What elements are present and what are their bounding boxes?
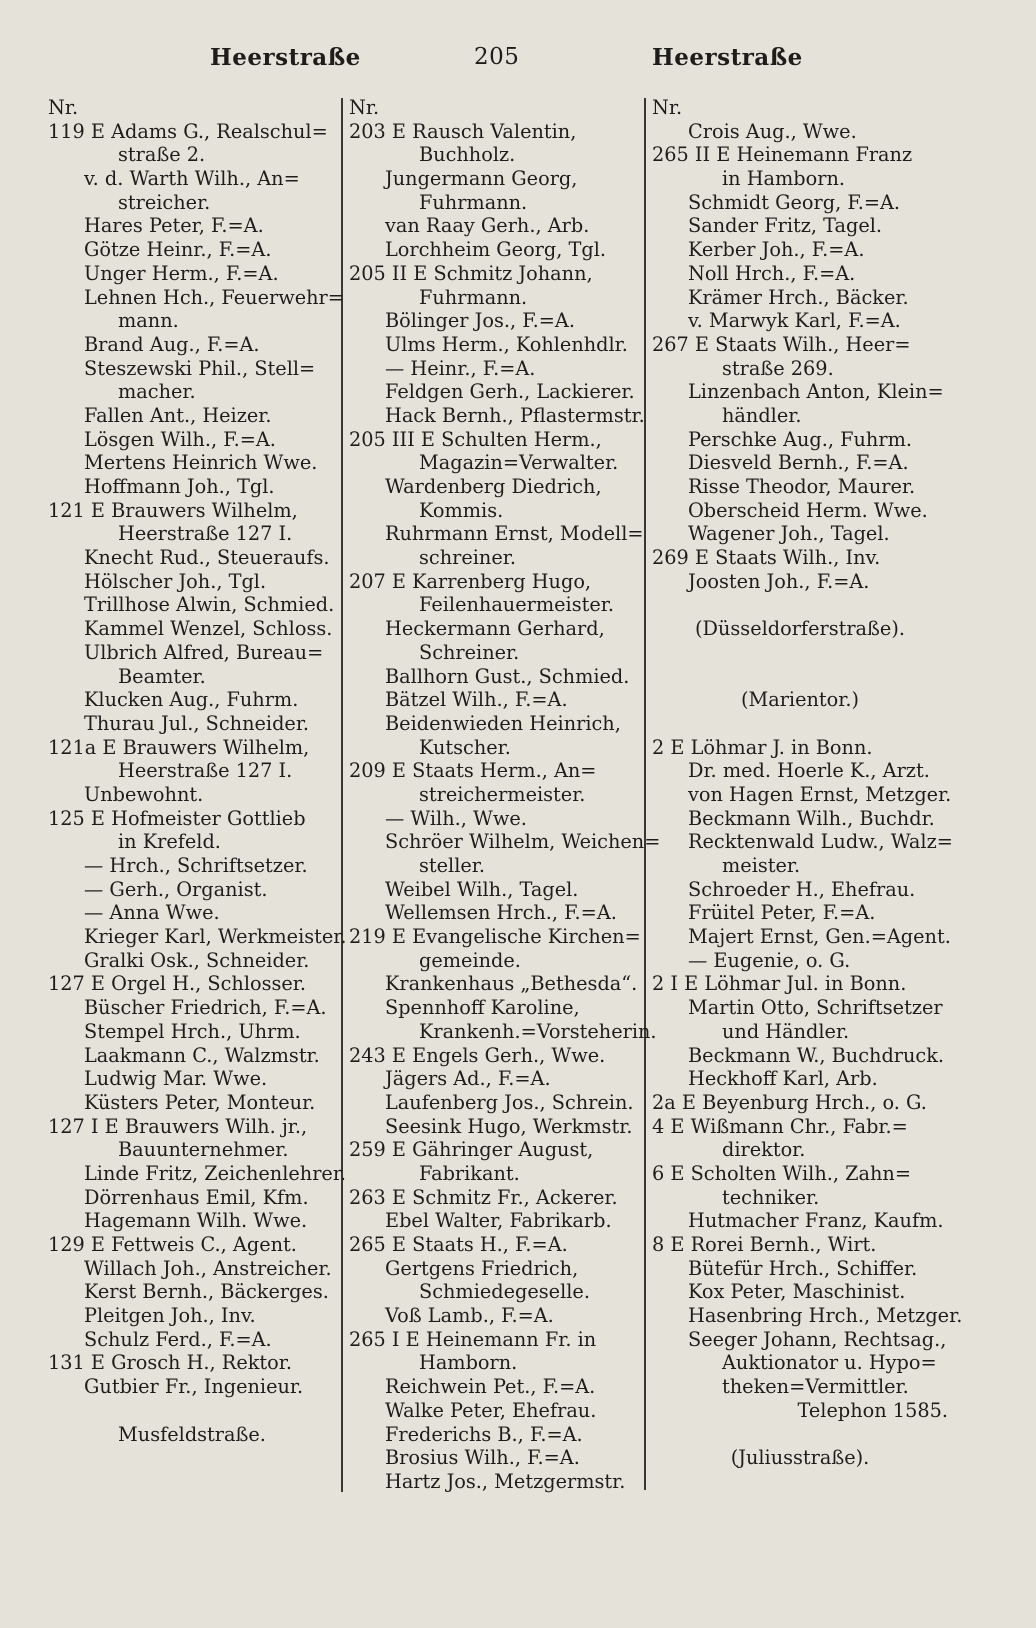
directory-line: Hutmacher Franz, Kaufm. bbox=[688, 1209, 944, 1233]
directory-line: Recktenwald Ludw., Walz= bbox=[688, 830, 953, 854]
directory-line: Jungermann Georg, bbox=[385, 167, 578, 191]
directory-line: Linzenbach Anton, Klein= bbox=[688, 380, 944, 404]
directory-line: 129 E Fettweis C., Agent. bbox=[48, 1233, 297, 1256]
directory-line: Lorchheim Georg, Tgl. bbox=[385, 238, 606, 262]
directory-line: Schmidt Georg, F.=A. bbox=[688, 190, 901, 214]
directory-line: Kerber Joh., F.=A. bbox=[688, 238, 865, 262]
street-heading: (Juliusstraße). bbox=[730, 1446, 870, 1470]
directory-line: direktor. bbox=[722, 1138, 806, 1162]
directory-column-1 bbox=[48, 96, 347, 1446]
directory-line: Schulz Ferd., F.=A. bbox=[84, 1327, 272, 1351]
running-head-left: Heerstraße bbox=[210, 44, 361, 71]
directory-line: streicher. bbox=[118, 190, 211, 214]
directory-line: Risse Theodor, Maurer. bbox=[688, 475, 916, 498]
directory-line: Kammel Wenzel, Schloss. bbox=[84, 617, 333, 641]
directory-line: Pleitgen Joh., Inv. bbox=[84, 1304, 256, 1328]
directory-line: Beckmann W., Buchdruck. bbox=[688, 1043, 945, 1067]
directory-line: schreiner. bbox=[419, 546, 516, 570]
directory-line: Feilenhauermeister. bbox=[419, 593, 614, 617]
running-head-right: Heerstraße bbox=[652, 44, 803, 71]
directory-line: Hares Peter, F.=A. bbox=[84, 214, 264, 238]
directory-line: Kox Peter, Maschinist. bbox=[688, 1280, 906, 1304]
directory-line: Beamter. bbox=[118, 664, 206, 688]
directory-line: Laufenberg Jos., Schrein. bbox=[385, 1090, 634, 1114]
directory-line: — Anna Wwe. bbox=[84, 901, 220, 925]
directory-line: Hamborn. bbox=[419, 1351, 518, 1375]
directory-line: Trillhose Alwin, Schmied. bbox=[84, 593, 335, 617]
directory-column-3 bbox=[652, 96, 963, 1470]
directory-line: 127 E Orgel H., Schlosser. bbox=[48, 972, 307, 996]
directory-line: Thurau Jul., Schneider. bbox=[84, 711, 310, 735]
directory-line: 269 E Staats Wilh., Inv. bbox=[652, 546, 881, 570]
directory-line: Feldgen Gerh., Lackierer. bbox=[385, 380, 635, 404]
directory-line: Kommis. bbox=[419, 498, 504, 522]
directory-line: Heckermann Gerhard, bbox=[385, 617, 605, 641]
directory-line: 2a E Beyenburg Hrch., o. G. bbox=[652, 1090, 927, 1114]
directory-line: 8 E Rorei Bernh., Wirt. bbox=[652, 1233, 877, 1256]
directory-line: Martin Otto, Schriftsetzer bbox=[688, 996, 943, 1020]
directory-line: Krankenh.=Vorsteherin. bbox=[419, 1019, 657, 1043]
directory-line: Fuhrmann. bbox=[419, 190, 528, 214]
street-heading: Musfeldstraße. bbox=[118, 1422, 266, 1446]
directory-line: Gutbier Fr., Ingenieur. bbox=[84, 1375, 304, 1399]
directory-line: Bütefür Hrch., Schiffer. bbox=[688, 1256, 918, 1280]
directory-line: in Hamborn. bbox=[722, 167, 846, 191]
directory-line: 259 E Gähringer August, bbox=[349, 1138, 594, 1162]
directory-line: v. Marwyk Karl, F.=A. bbox=[688, 309, 901, 333]
directory-line: Lösgen Wilh., F.=A. bbox=[84, 427, 276, 451]
directory-line: Walke Peter, Ehefrau. bbox=[385, 1398, 597, 1422]
directory-line: Lehnen Hch., Feuerwehr= bbox=[84, 285, 344, 309]
directory-line: Knecht Rud., Steueraufs. bbox=[84, 546, 330, 570]
directory-line: Laakmann C., Walzmstr. bbox=[84, 1043, 320, 1067]
directory-line: van Raay Gerh., Arb. bbox=[385, 214, 590, 238]
directory-line: — Eugenie, o. G. bbox=[688, 948, 851, 972]
directory-line: Weibel Wilh., Tagel. bbox=[385, 877, 579, 901]
directory-line: Joosten Joh., F.=A. bbox=[688, 569, 870, 593]
directory-line: Dörrenhaus Emil, Kfm. bbox=[84, 1185, 309, 1209]
directory-line: Wagener Joh., Tagel. bbox=[688, 522, 890, 546]
directory-line: Seeger Johann, Rechtsag., bbox=[688, 1327, 947, 1351]
spacer bbox=[48, 1399, 336, 1423]
directory-line: 6 E Scholten Wilh., Zahn= bbox=[652, 1161, 912, 1185]
spacer bbox=[652, 712, 948, 736]
directory-line: Stempel Hrch., Uhrm. bbox=[84, 1019, 301, 1043]
directory-line: — Heinr., F.=A. bbox=[385, 356, 536, 380]
directory-line: streichermeister. bbox=[419, 782, 586, 806]
directory-line: Crois Aug., Wwe. bbox=[688, 119, 857, 143]
directory-line: v. d. Warth Wilh., An= bbox=[84, 167, 300, 191]
directory-line: 265 E Staats H., F.=A. bbox=[349, 1233, 568, 1256]
directory-line: Fallen Ant., Heizer. bbox=[84, 403, 272, 427]
directory-line: Telephon 1585. bbox=[797, 1398, 948, 1422]
directory-line: Willach Joh., Anstreicher. bbox=[84, 1256, 332, 1280]
directory-line: 205 II E Schmitz Johann, bbox=[349, 261, 593, 285]
directory-line: Seesink Hugo, Werkmstr. bbox=[385, 1114, 633, 1138]
directory-line: Hartz Jos., Metzgermstr. bbox=[385, 1469, 626, 1493]
directory-line: Ulms Herm., Kohlenhdlr. bbox=[385, 332, 628, 356]
directory-line: und Händler. bbox=[722, 1019, 850, 1043]
directory-line: Gralki Osk., Schneider. bbox=[84, 948, 310, 972]
directory-line: Heerstraße 127 I. bbox=[118, 522, 293, 546]
directory-line: Nr. bbox=[349, 96, 380, 119]
directory-line: Hagemann Wilh. Wwe. bbox=[84, 1209, 308, 1233]
directory-line: theken=Vermittler. bbox=[722, 1375, 909, 1399]
street-heading: (Düsseldorferstraße). bbox=[695, 617, 905, 641]
directory-line: Noll Hrch., F.=A. bbox=[688, 261, 856, 285]
directory-line: Dr. med. Hoerle K., Arzt. bbox=[688, 759, 930, 783]
directory-line: Beidenwieden Heinrich, bbox=[385, 711, 621, 735]
directory-line: techniker. bbox=[722, 1185, 820, 1209]
directory-line: Jägers Ad., F.=A. bbox=[385, 1067, 551, 1091]
directory-line: — Wilh., Wwe. bbox=[385, 806, 527, 830]
directory-line: Mertens Heinrich Wwe. bbox=[84, 451, 318, 475]
directory-line: Brand Aug., F.=A. bbox=[84, 332, 260, 356]
directory-line: 243 E Engels Gerh., Wwe. bbox=[349, 1043, 606, 1067]
directory-line: Beckmann Wilh., Buchdr. bbox=[688, 806, 935, 830]
directory-line: Schröer Wilhelm, Weichen= bbox=[385, 830, 661, 854]
directory-line: 205 III E Schulten Herm., bbox=[349, 427, 602, 451]
directory-line: Bölinger Jos., F.=A. bbox=[385, 309, 575, 333]
directory-line: Nr. bbox=[652, 96, 683, 119]
directory-line: 131 E Grosch H., Rektor. bbox=[48, 1351, 292, 1375]
directory-line: Hasenbring Hrch., Metzger. bbox=[688, 1304, 963, 1328]
directory-line: Hoffmann Joh., Tgl. bbox=[84, 475, 275, 498]
directory-line: 119 E Adams G., Realschul= bbox=[48, 119, 328, 143]
directory-line: Oberscheid Herm. Wwe. bbox=[688, 498, 928, 522]
directory-line: — Hrch., Schriftsetzer. bbox=[84, 854, 308, 877]
directory-line: straße 269. bbox=[722, 356, 834, 380]
street-heading: (Marientor.) bbox=[740, 688, 860, 712]
directory-line: 267 E Staats Wilh., Heer= bbox=[652, 332, 911, 356]
directory-line: 265 I E Heinemann Fr. in bbox=[349, 1327, 597, 1351]
directory-line: 263 E Schmitz Fr., Ackerer. bbox=[349, 1185, 618, 1209]
directory-line: macher. bbox=[118, 380, 196, 404]
directory-line: Krieger Karl, Werkmeister. bbox=[84, 925, 347, 949]
directory-line: Heckhoff Karl, Arb. bbox=[688, 1067, 878, 1091]
directory-line: 219 E Evangelische Kirchen= bbox=[349, 925, 641, 949]
directory-line: Büscher Friedrich, F.=A. bbox=[84, 996, 327, 1020]
directory-line: Ebel Walter, Fabrikarb. bbox=[385, 1209, 612, 1233]
spacer bbox=[652, 641, 948, 665]
directory-line: Magazin=Verwalter. bbox=[419, 451, 619, 475]
directory-line: — Gerh., Organist. bbox=[84, 877, 268, 901]
directory-line: Schroeder H., Ehefrau. bbox=[688, 877, 916, 901]
spacer bbox=[652, 665, 948, 689]
directory-line: Hack Bernh., Pflastermstr. bbox=[385, 403, 645, 427]
directory-line: Sander Fritz, Tagel. bbox=[688, 214, 883, 238]
directory-line: Krämer Hrch., Bäcker. bbox=[688, 285, 909, 309]
directory-line: Ruhrmann Ernst, Modell= bbox=[385, 522, 644, 546]
directory-line: Unbewohnt. bbox=[84, 782, 204, 806]
directory-line: Heerstraße 127 I. bbox=[118, 759, 293, 783]
directory-line: Buchholz. bbox=[419, 143, 516, 167]
directory-column-2 bbox=[349, 96, 661, 1494]
directory-line: straße 2. bbox=[118, 143, 206, 167]
directory-line: Nr. bbox=[48, 96, 79, 119]
page-number: 205 bbox=[474, 44, 520, 70]
directory-line: Spennhoff Karoline, bbox=[385, 996, 580, 1020]
directory-line: händler. bbox=[722, 403, 802, 427]
directory-line: von Hagen Ernst, Metzger. bbox=[688, 782, 952, 806]
page-header bbox=[0, 44, 1036, 84]
directory-line: Voß Lamb., F.=A. bbox=[385, 1304, 554, 1328]
directory-line: Ludwig Mar. Wwe. bbox=[84, 1067, 268, 1091]
directory-line: Klucken Aug., Fuhrm. bbox=[84, 688, 299, 712]
directory-line: Kerst Bernh., Bäckerges. bbox=[84, 1280, 329, 1304]
directory-line: Fabrikant. bbox=[419, 1161, 520, 1185]
directory-line: Götze Heinr., F.=A. bbox=[84, 238, 272, 262]
directory-line: meister. bbox=[722, 854, 801, 877]
directory-line: Hölscher Joh., Tgl. bbox=[84, 569, 267, 593]
directory-line: 203 E Rausch Valentin, bbox=[349, 119, 577, 143]
directory-line: Kutscher. bbox=[419, 735, 511, 759]
directory-line: Fuhrmann. bbox=[419, 285, 528, 309]
directory-line: Früitel Peter, F.=A. bbox=[688, 901, 876, 925]
directory-line: 2 E Löhmar J. in Bonn. bbox=[652, 735, 873, 759]
directory-line: Ballhorn Gust., Schmied. bbox=[385, 664, 630, 688]
directory-line: Frederichs B., F.=A. bbox=[385, 1422, 583, 1446]
column-divider-2 bbox=[644, 98, 646, 1490]
directory-line: 121a E Brauwers Wilhelm, bbox=[48, 735, 310, 759]
directory-line: 127 I E Brauwers Wilh. jr., bbox=[48, 1114, 308, 1138]
directory-line: 121 E Brauwers Wilhelm, bbox=[48, 498, 298, 522]
directory-line: gemeinde. bbox=[419, 948, 521, 972]
directory-line: Wardenberg Diedrich, bbox=[385, 475, 602, 498]
directory-line: 209 E Staats Herm., An= bbox=[349, 759, 597, 783]
directory-line: Majert Ernst, Gen.=Agent. bbox=[688, 925, 951, 949]
directory-line: 207 E Karrenberg Hugo, bbox=[349, 569, 592, 593]
directory-line: Krankenhaus „Bethesda“. bbox=[385, 972, 638, 996]
directory-line: 265 II E Heinemann Franz bbox=[652, 143, 913, 167]
directory-line: Wellemsen Hrch., F.=A. bbox=[385, 901, 617, 925]
directory-line: steller. bbox=[419, 854, 486, 877]
directory-line: Bauunternehmer. bbox=[118, 1138, 289, 1162]
directory-line: 2 I E Löhmar Jul. in Bonn. bbox=[652, 972, 907, 996]
directory-line: Steszewski Phil., Stell= bbox=[84, 356, 316, 380]
directory-line: Unger Herm., F.=A. bbox=[84, 261, 279, 285]
directory-line: Perschke Aug., Fuhrm. bbox=[688, 427, 912, 451]
directory-line: Küsters Peter, Monteur. bbox=[84, 1090, 316, 1114]
directory-line: Diesveld Bernh., F.=A. bbox=[688, 451, 909, 475]
directory-line: Schmiedegeselle. bbox=[419, 1280, 590, 1304]
spacer bbox=[652, 593, 948, 617]
directory-line: Bätzel Wilh., F.=A. bbox=[385, 688, 568, 712]
directory-line: 4 E Wißmann Chr., Fabr.= bbox=[652, 1114, 908, 1138]
directory-line: Schreiner. bbox=[419, 640, 520, 664]
spacer bbox=[652, 1423, 948, 1447]
directory-line: Reichwein Pet., F.=A. bbox=[385, 1375, 596, 1399]
directory-line: Gertgens Friedrich, bbox=[385, 1256, 579, 1280]
directory-line: mann. bbox=[118, 309, 179, 333]
directory-line: Brosius Wilh., F.=A. bbox=[385, 1446, 580, 1470]
directory-line: Linde Fritz, Zeichenlehrer. bbox=[84, 1161, 347, 1185]
directory-line: in Krefeld. bbox=[118, 830, 221, 854]
directory-line: Ulbrich Alfred, Bureau= bbox=[84, 640, 324, 664]
directory-line: Auktionator u. Hypo= bbox=[722, 1351, 937, 1375]
directory-line: 125 E Hofmeister Gottlieb bbox=[48, 806, 306, 830]
